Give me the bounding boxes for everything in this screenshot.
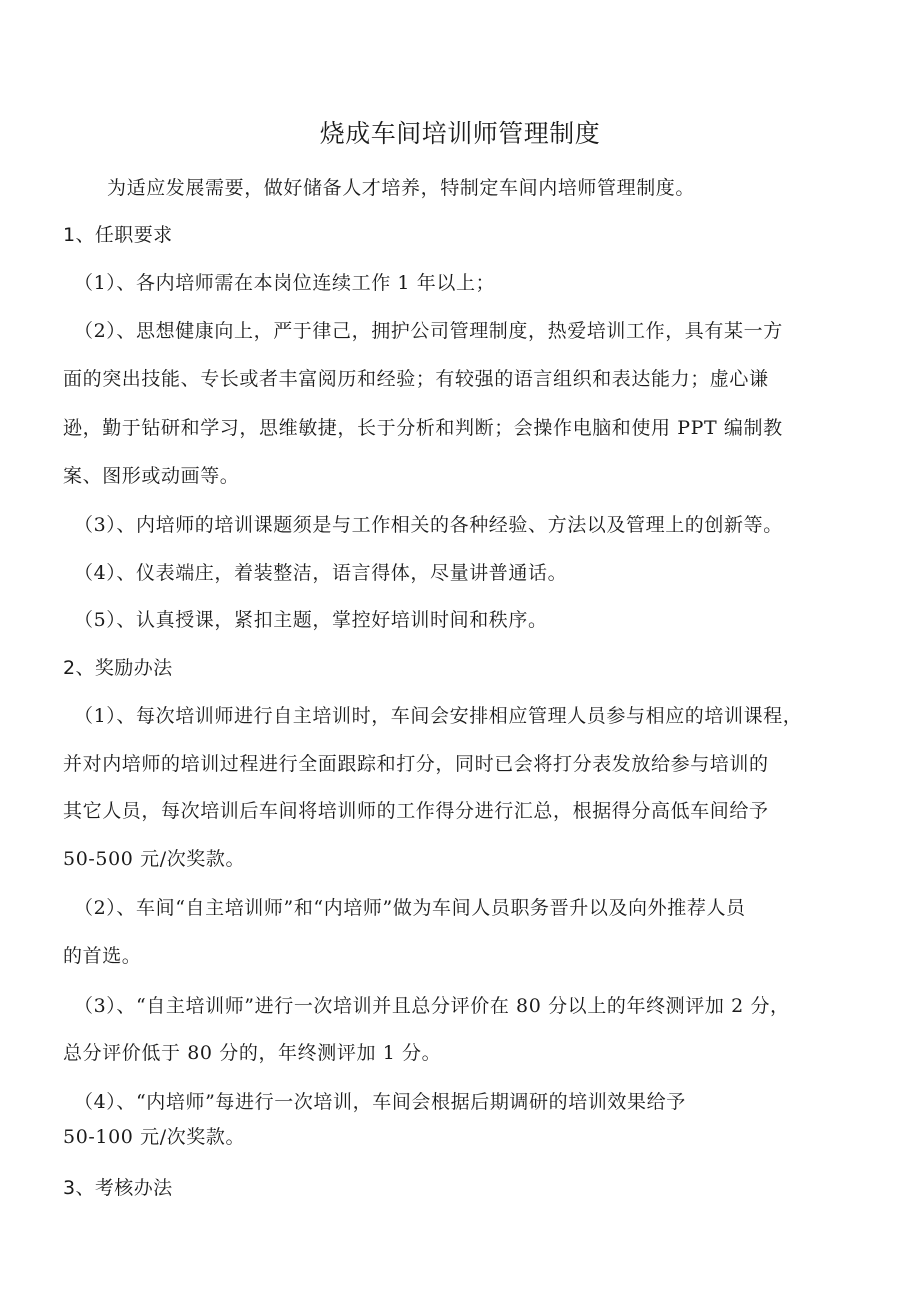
paragraph-line: （4）、“内培师”每进行一次培训，车间会根据后期调研的培训效果给予 <box>74 1091 686 1113</box>
paragraph-line: 其它人员，每次培训后车间将培训师的工作得分进行汇总，根据得分高低车间给予 <box>63 800 769 822</box>
section-1-item-4: （4）、仪表端庄，着装整洁，语言得体，尽量讲普通话。 <box>74 562 568 584</box>
paragraph-line: 50-100 元/次奖款。 <box>63 1126 246 1148</box>
paragraph-line: 总分评价低于 80 分的，年终测评加 1 分。 <box>63 1042 442 1064</box>
paragraph-line: 并对内培师的培训过程进行全面跟踪和打分，同时已会将打分表发放给参与培训的 <box>63 753 769 775</box>
section-1-item-3: （3）、内培师的培训课题须是与工作相关的各种经验、方法以及管理上的创新等。 <box>74 514 783 536</box>
section-3-heading: 3、考核办法 <box>63 1177 173 1199</box>
paragraph-line: （2）、思想健康向上，严于律己，拥护公司管理制度，热爱培训工作，具有某一方 <box>74 320 783 342</box>
document-title: 烧成车间培训师管理制度 <box>319 119 601 148</box>
paragraph-line: （2）、车间“自主培训师”和“内培师”做为车间人员职务晋升以及向外推荐人员 <box>74 897 746 919</box>
paragraph-line: 的首选。 <box>63 945 142 967</box>
paragraph-line: （1）、每次培训师进行自主培训时，车间会安排相应管理人员参与相应的培训课程， <box>74 705 803 727</box>
section-2-heading: 2、奖励办法 <box>63 657 173 679</box>
paragraph-line: 50-500 元/次奖款。 <box>63 848 246 870</box>
paragraph-line: （3）、“自主培训师”进行一次培训并且总分评价在 80 分以上的年终测评加 2 分， <box>74 995 790 1017</box>
paragraph-line: 逊，勤于钻研和学习，思维敏捷，长于分析和判断；会操作电脑和使用 PPT 编制教 <box>63 417 783 439</box>
paragraph-line: 案、图形或动画等。 <box>63 465 240 487</box>
section-1-heading: 1、任职要求 <box>63 224 173 246</box>
section-1-item-5: （5）、认真授课，紧扣主题，掌控好培训时间和秩序。 <box>74 609 548 631</box>
paragraph-line: 面的突出技能、专长或者丰富阅历和经验；有较强的语言组织和表达能力；虚心谦 <box>63 368 769 390</box>
section-1-item-1: （1）、各内培师需在本岗位连续工作 1 年以上； <box>74 272 496 294</box>
intro-paragraph: 为适应发展需要，做好储备人才培养，特制定车间内培师管理制度。 <box>107 177 696 199</box>
